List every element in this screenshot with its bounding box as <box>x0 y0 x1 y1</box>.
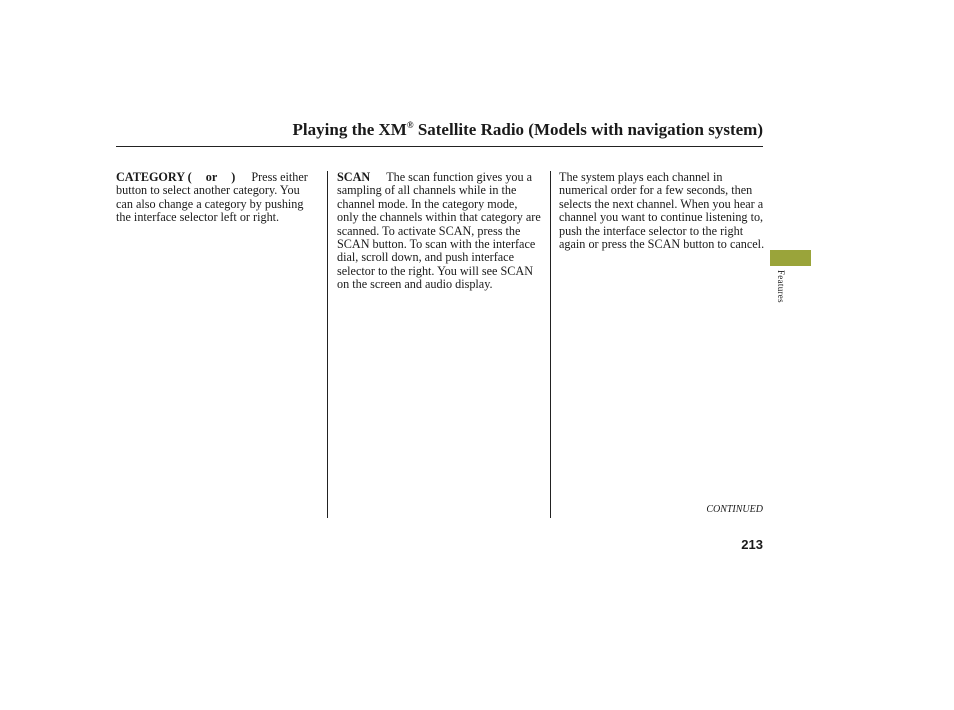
continued-label: CONTINUED <box>706 504 763 515</box>
registered-mark: ® <box>406 120 414 130</box>
category-body-text: Press either button to select another category. You can also change a category by pushing the interface selector left or right. <box>116 170 308 225</box>
section-tab-marker <box>770 250 811 266</box>
scan-heading: SCAN <box>337 170 371 184</box>
category-heading-close: ) <box>231 170 236 184</box>
scan-body-text: The scan function gives you a sampling of all channels while in the channel mode. In the category mode, only the channels within that category are scanned. To activate SCAN, press the SCAN button. To scan with the interface dial, scroll down, and push interface selector to the right. You will see SCAN on the screen and audio display. <box>337 170 541 292</box>
scan-column <box>337 171 541 292</box>
page-number: 213 <box>741 537 763 552</box>
system-body-text: The system plays each channel in numerical order for a few seconds, then selects the next channel. When you hear a channel you want to continue listening to, push the interface selector to the right again or press the SCAN button to cancel. <box>559 170 765 252</box>
category-heading <box>116 170 235 184</box>
title-part-1: Playing the XM <box>292 120 407 139</box>
title-part-2: Satellite Radio (Models with navigation system) <box>413 120 763 139</box>
column-divider-1 <box>327 171 328 518</box>
page-title <box>116 120 763 140</box>
system-column <box>559 171 765 251</box>
category-heading-or: or <box>205 170 218 184</box>
title-rule <box>116 146 763 147</box>
category-column <box>116 171 316 225</box>
column-divider-2 <box>550 171 551 518</box>
section-tab-label: Features <box>776 270 786 303</box>
category-heading-open: CATEGORY ( <box>116 170 192 184</box>
